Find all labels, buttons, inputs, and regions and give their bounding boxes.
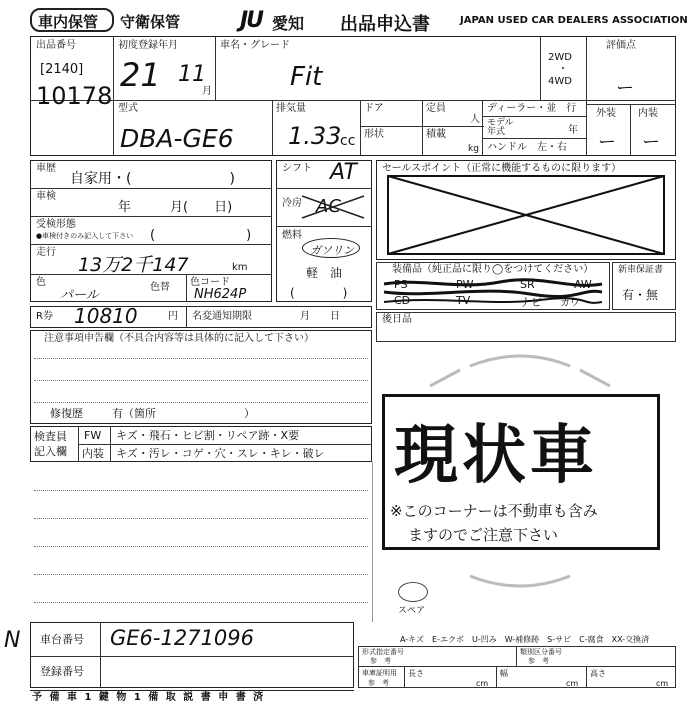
lot-label: 出品番号	[36, 40, 76, 51]
rating-interior-value: ー	[642, 132, 660, 153]
capacity-unit: 人	[470, 114, 480, 125]
header-region: 愛知	[272, 14, 305, 33]
ju-logo: JU	[240, 8, 263, 33]
width-unit: cm	[566, 679, 579, 688]
notes-label: 注意事項申告欄（不具合内容等は具体的に記入して下さい）	[44, 333, 314, 344]
model-year-unit: 年	[568, 125, 578, 136]
equipment-item-5: CD	[394, 294, 411, 307]
color-code-value: NH624P	[194, 287, 247, 302]
rating-exterior-label: 外装	[596, 108, 616, 119]
drive-4wd: 4WD	[548, 76, 572, 87]
cert-ref: 参 考	[368, 679, 389, 687]
aircon-strike	[300, 192, 366, 222]
spare-label: スペア	[398, 606, 426, 616]
lot-code: [2140]	[40, 62, 84, 77]
drive-2wd: 2WD	[548, 52, 572, 63]
installed-after-box	[376, 312, 676, 342]
inspector-int-label: 内装	[82, 447, 104, 460]
chassis-label: 車台番号	[40, 633, 84, 646]
drive-sep: ・	[558, 64, 568, 75]
as-is-stamp-title: 現状車	[394, 419, 598, 493]
repair-value: 有（箇所 ）	[112, 407, 255, 420]
mileage-unit: km	[232, 262, 248, 273]
inspector-fw-value: キズ・飛石・ヒビ割・リペア跡・X要	[116, 429, 300, 442]
reception-label: 受検形態	[36, 219, 76, 230]
cert-label: 車庫証明用	[362, 669, 397, 677]
form-title: 出品申込書	[340, 14, 430, 35]
displacement-value: 1.33	[288, 122, 342, 150]
first-reg-label: 初度登録年月	[118, 40, 178, 51]
model-label: 型式	[118, 103, 138, 114]
displacement-label: 排気量	[276, 103, 306, 114]
model-year-label2: 年式	[487, 127, 506, 137]
association-name: JAPAN USED CAR DEALERS ASSOCIATION	[460, 15, 688, 26]
recycle-value: 10810	[74, 304, 138, 328]
model-value: DBA-GE6	[120, 124, 234, 153]
rating-interior-label: 内装	[638, 108, 658, 119]
inspection-label: 車検	[36, 191, 56, 202]
inspector-int-value: キズ・汚レ・コゲ・穴・スレ・キレ・破レ	[116, 447, 325, 460]
length-label: 長さ	[408, 669, 424, 678]
shape-label: 形状	[364, 129, 384, 140]
equipment-item-6: TV	[456, 294, 471, 307]
history-value: 自家用・( )	[70, 171, 235, 187]
history-label: 車歴	[36, 163, 56, 174]
equipment-item-8: カワ	[560, 298, 580, 309]
equipment-item-1: PS	[394, 278, 408, 291]
height-label: 高さ	[590, 669, 606, 678]
spare-tire	[398, 582, 428, 602]
door-label: ドア	[364, 103, 384, 114]
designation-ref: 参 考	[370, 657, 391, 665]
footer-row: 予 備 車 1 鍵 物 1 備 取 説 書 申 書 済	[32, 692, 266, 703]
equipment-item-2: PW	[456, 278, 474, 291]
installed-after-label: 後日品	[382, 314, 412, 325]
model-year-label1: モデル	[487, 118, 514, 128]
color-value: パール	[60, 288, 99, 303]
inspection-value: 年 月( 日)	[118, 200, 233, 215]
header-tag-right-text: 守衛保管	[120, 13, 181, 31]
repair-label: 修復歴	[50, 407, 83, 420]
equipment-scribble	[380, 276, 606, 308]
category-ref: 参 考	[528, 657, 549, 665]
car-name-label: 車名・グレード	[220, 40, 290, 51]
reception-note: ●車検付きのみ記入して下さい	[36, 232, 134, 240]
equipment-item-7: ナビ	[520, 296, 542, 309]
mileage-value: 13万2千147	[78, 254, 189, 276]
displacement-unit: cc	[340, 133, 356, 149]
category-label: 類別区分番号	[520, 648, 562, 656]
bottom-spec-table	[358, 646, 676, 688]
fuel-diesel: 軽 油	[306, 266, 343, 280]
inspector-fw-label: FW	[84, 429, 102, 442]
aircon-label: 冷房	[282, 198, 302, 209]
header-tag-left-text: 車内保管	[38, 13, 99, 31]
shift-label: シフト	[282, 163, 312, 174]
handle-label: ハンドル 左・右	[487, 142, 567, 153]
as-is-stamp-line1: ※このコーナーは不動車も含み	[390, 502, 598, 520]
rating-value: ー	[616, 78, 634, 99]
equipment-item-3: SR	[520, 278, 535, 291]
fuel-gasoline: ガソリン	[310, 244, 354, 257]
first-reg-month: 11	[178, 62, 206, 87]
margin-mark: N	[4, 628, 21, 653]
color-change-label: 色替	[150, 282, 170, 293]
rating-label: 評価点	[606, 40, 636, 51]
recycle-label: R券	[36, 311, 53, 322]
color-code-label: 色コード	[190, 277, 230, 288]
inspector-label1: 検査員	[34, 430, 67, 443]
equipment-item-4: AW	[574, 278, 592, 291]
fuel-other: ( )	[290, 286, 348, 300]
recycle-unit: 円	[168, 311, 178, 322]
damage-legend: A-キズ E-エクボ U-凹み W-補修跡 S-サビ C-腐食 XX-交換済	[400, 635, 650, 644]
aircon-value: AC	[316, 196, 341, 217]
warranty-label: 新車保証書	[618, 265, 664, 275]
length-unit: cm	[476, 679, 489, 688]
as-is-stamp-line2: ますのでご注意下さい	[408, 526, 559, 544]
lot-number: 10178	[36, 82, 113, 110]
reception-value: ( )	[150, 228, 252, 243]
shift-value: AT	[330, 160, 357, 185]
color-label: 色	[36, 277, 46, 288]
fuel-label: 燃料	[282, 230, 302, 241]
fuel-gasoline-circle	[302, 238, 360, 258]
height-unit: cm	[656, 679, 669, 688]
dealer-import-label: ディーラー・並 行	[487, 103, 577, 114]
name-change-label: 名変通知期限	[192, 311, 252, 322]
first-reg-year: 21	[120, 56, 161, 94]
equipment-label: 装備品（純正品に限り◯をつけてください）	[392, 264, 594, 275]
first-reg-month-unit: 月	[202, 86, 212, 97]
designation-label: 形式指定番号	[362, 648, 404, 656]
mileage-label: 走行	[36, 247, 56, 258]
load-label: 積載	[426, 129, 446, 140]
chassis-value: GE6-1271096	[110, 626, 255, 650]
rating-exterior-value: ー	[598, 132, 616, 153]
registration-label: 登録番号	[40, 665, 84, 678]
name-change-value: 月 日	[300, 311, 340, 322]
width-label: 幅	[500, 669, 508, 678]
sales-points-crossout	[386, 174, 666, 256]
inspector-label2: 記入欄	[34, 445, 67, 458]
car-name-value: Fit	[290, 62, 323, 92]
load-unit: kg	[468, 144, 479, 154]
warranty-value: 有・無	[622, 288, 659, 302]
capacity-label: 定員	[426, 103, 446, 114]
sales-points-label: セールスポイント（正常に機能するものに限ります）	[382, 163, 622, 174]
